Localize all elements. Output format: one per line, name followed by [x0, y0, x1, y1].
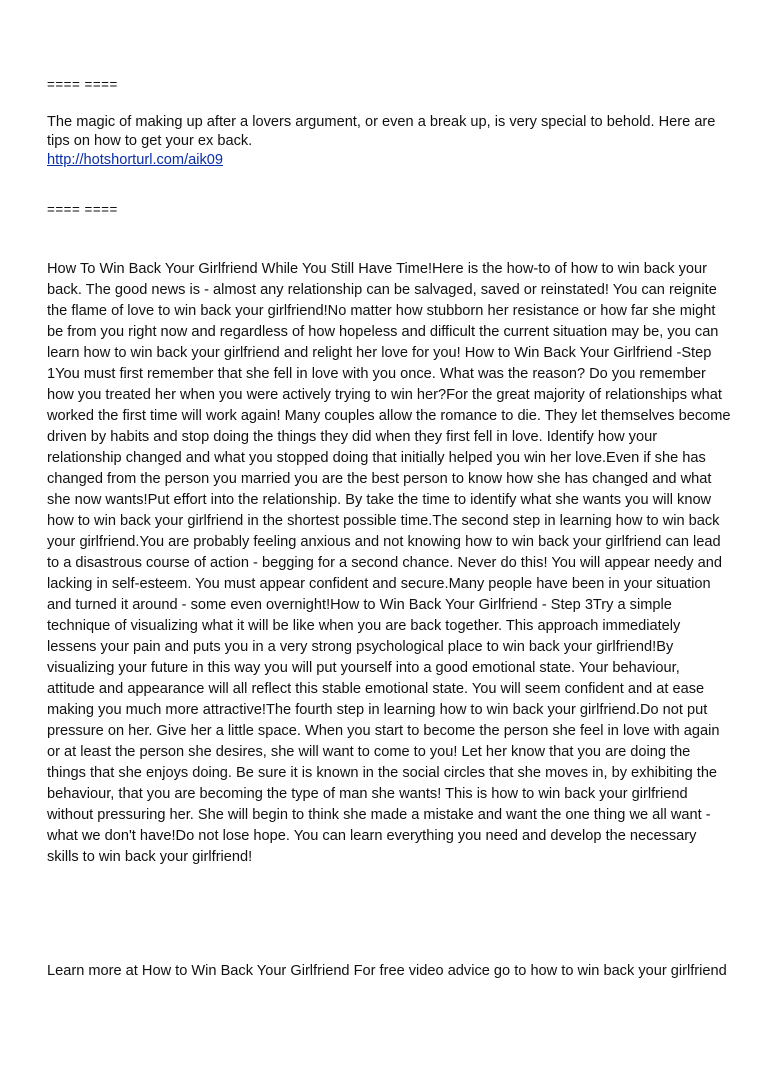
intro-text: The magic of making up after a lovers argument, or even a break up, is very special to behold. Here are tips on how to get your ex back. [47, 114, 716, 149]
separator-bottom: ==== ==== [47, 202, 118, 217]
separator-top: ==== ==== [47, 77, 118, 92]
intro-block [47, 113, 737, 170]
footer-text: Learn more at How to Win Back Your Girlfriend For free video advice go to how to win back your girlfriend [47, 963, 727, 979]
article-body: How To Win Back Your Girlfriend While You Still Have Time!Here is the how-to of how to win back your back. The good news is - almost any relationship can be salvaged, saved or reinstated! You can reignite the flame of love to win back your girlfriend!No matter how stubborn her resistance or how far she might be from you right now and regardless of how hopeless and difficult the current situation may be, you can learn how to win back your girlfriend and relight her love for you! How to Win Back Your Girlfriend -Step 1You must first remember that she fell in love with you once. What was the reason? Do you remember how you treated her when you were actively trying to win her?For the great majority of relationships what worked the first time will work again! Many couples allow the romance to die. They let themselves become driven by habits and stop doing the things they did when they first fell in love. Identify how your relationship changed and what you stopped doing that initially helped you win her love.Even if she has changed from the person you married you are the best person to know how she has changed and what she now wants!Put effort into the relationship. By take the time to identify what she wants you will know how to win back your girlfriend in the shortest possible time.The second step in learning how to win back your girlfriend.You are probably feeling anxious and not knowing how to win back your girlfriend can lead to a disastrous course of action - begging for a second chance. Never do this! You will appear needy and lacking in self-esteem. You must appear confident and secure.Many people have been in your situation and turned it around - some even overnight!How to Win Back Your Girlfriend - Step 3Try a simple technique of visualizing what it will be like when you are back together. This approach immediately lessens your pain and puts you in a very strong psychological place to win back your girlfriend!By visualizing your future in this way you will put yourself into a good emotional state. Your behaviour, attitude and appearance will all reflect this stable emotional state. You will seem confident and at ease making you much more attractive!The fourth step in learning how to win back your girlfriend.Do not put pressure on her. Give her a little space. When you start to become the person she feel in love with again or at least the person she desires, she will want to come to you! Let her know that you are doing the things that she enjoys doing. Be sure it is known in the social circles that she moves in, by exhibiting the behaviour, that you are becoming the type of man she wants! This is how to win back your girlfriend without pressuring her. She will begin to think she made a mistake and want the one thing we all want - what we don't have!Do not lose hope. You can learn everything you need and develop the necessary skills to win back your girlfriend! [47, 261, 731, 865]
intro-link[interactable]: http://hotshorturl.com/aik09 [47, 152, 224, 168]
